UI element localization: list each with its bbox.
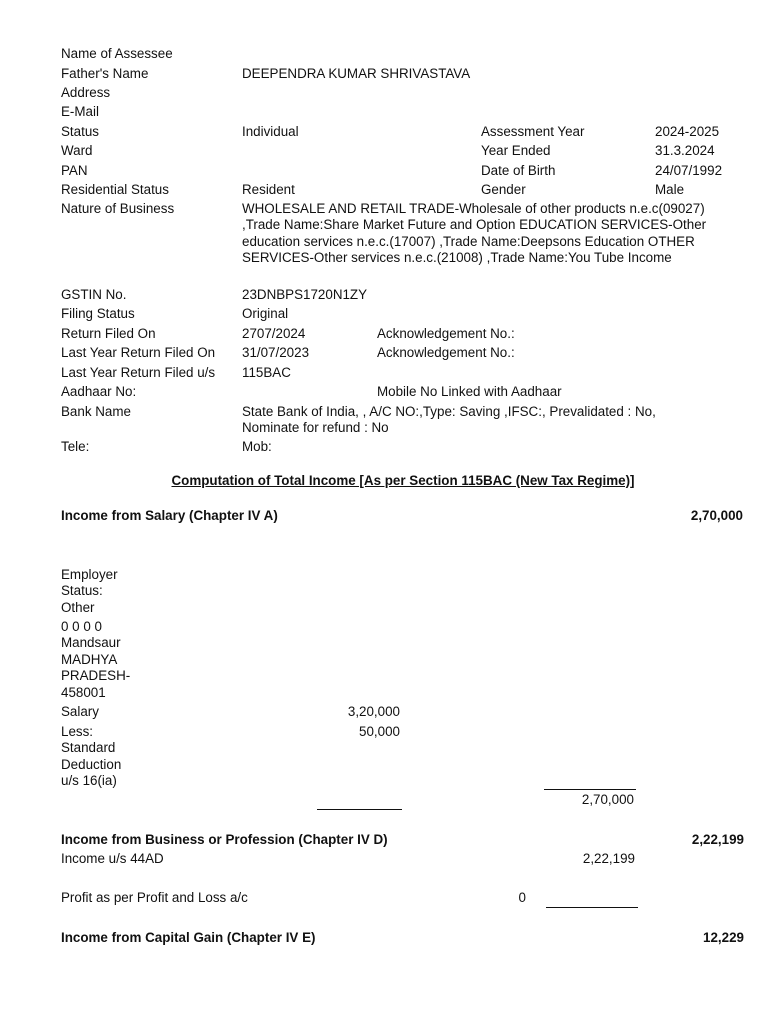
profit-loss-rule bbox=[546, 907, 638, 908]
residential-status-value: Resident bbox=[242, 182, 295, 197]
capital-gain-heading: Income from Capital Gain (Chapter IV E) bbox=[61, 930, 316, 945]
salary-subtotal-rule bbox=[544, 789, 636, 790]
salary-net-value: 2,70,000 bbox=[581, 792, 634, 807]
salary-label: Salary bbox=[61, 704, 99, 719]
salary-heading: Income from Salary (Chapter IV A) bbox=[61, 508, 278, 523]
fathers-name-label: Father's Name bbox=[61, 66, 149, 81]
date-of-birth-label: Date of Birth bbox=[481, 163, 556, 178]
income-44ad-value: 2,22,199 bbox=[582, 851, 635, 866]
year-ended-value: 31.3.2024 bbox=[655, 143, 715, 158]
gender-label: Gender bbox=[481, 182, 526, 197]
pan-label: PAN bbox=[61, 163, 88, 178]
deduction-rule bbox=[317, 809, 402, 810]
mob-label: Mob: bbox=[242, 439, 272, 454]
last-year-acknowledgement-label: Acknowledgement No.: bbox=[377, 345, 515, 360]
gstin-label: GSTIN No. bbox=[61, 287, 127, 302]
last-year-return-filed-on-label: Last Year Return Filed On bbox=[61, 345, 216, 360]
mobile-aadhaar-label: Mobile No Linked with Aadhaar bbox=[377, 384, 562, 399]
year-ended-label: Year Ended bbox=[481, 143, 551, 158]
profit-loss-label: Profit as per Profit and Loss a/c bbox=[61, 890, 248, 905]
acknowledgement-label: Acknowledgement No.: bbox=[377, 326, 515, 341]
status-label: Status bbox=[61, 124, 99, 139]
bank-name-label: Bank Name bbox=[61, 404, 131, 419]
address-label: Address bbox=[61, 85, 111, 100]
business-heading: Income from Business or Profession (Chapter IV D) bbox=[61, 832, 388, 847]
salary-total: 2,70,000 bbox=[690, 508, 743, 523]
assessment-year-value: 2024-2025 bbox=[655, 124, 720, 139]
employer-status: Employer Status: Other bbox=[61, 567, 118, 615]
standard-deduction-label: Less: Standard Deduction u/s 16(ia) bbox=[61, 724, 122, 789]
last-year-return-filed-on-value: 31/07/2023 bbox=[242, 345, 310, 360]
computation-title: Computation of Total Income [As per Section 115BAC (New Tax Regime)] bbox=[171, 473, 635, 488]
status-value: Individual bbox=[242, 124, 299, 139]
date-of-birth-value: 24/07/1992 bbox=[655, 163, 723, 178]
last-year-return-us-value: 115BAC bbox=[242, 365, 291, 380]
nature-of-business-label: Nature of Business bbox=[61, 201, 175, 216]
assessment-year-label: Assessment Year bbox=[481, 124, 585, 139]
filing-status-label: Filing Status bbox=[61, 306, 135, 321]
profit-loss-value: 0 bbox=[518, 890, 526, 905]
gender-value: Male bbox=[655, 182, 685, 197]
nature-of-business-value: WHOLESALE AND RETAIL TRADE-Wholesale of other products n.e.c(09027) ,Trade Name:Share Market Future and Option EDUCATION SERVICES-Other education services n.e.c.(17007) ,Trade Name:Deepsons Education OTHER SERVICES-Other services n.e.c.(21008) ,Trade Name:You Tube Income bbox=[242, 201, 707, 266]
standard-deduction-value: 50,000 bbox=[359, 724, 400, 739]
business-total: 2,22,199 bbox=[691, 832, 744, 847]
tele-label: Tele: bbox=[61, 439, 90, 454]
email-label: E-Mail bbox=[61, 104, 99, 119]
salary-value: 3,20,000 bbox=[347, 704, 400, 719]
employer-address: 0 0 0 0 Mandsaur MADHYA PRADESH-458001 bbox=[61, 619, 131, 700]
name-of-assessee-label: Name of Assessee bbox=[61, 46, 173, 61]
bank-name-value: State Bank of India, , A/C NO:,Type: Saving ,IFSC:, Prevalidated : No, Nominate for refund : No bbox=[242, 404, 656, 436]
aadhaar-label: Aadhaar No: bbox=[61, 384, 137, 399]
filing-status-value: Original bbox=[242, 306, 289, 321]
capital-gain-total: 12,229 bbox=[703, 930, 744, 945]
fathers-name-value: DEEPENDRA KUMAR SHRIVASTAVA bbox=[242, 66, 471, 81]
return-filed-on-value: 2707/2024 bbox=[242, 326, 306, 341]
residential-status-label: Residential Status bbox=[61, 182, 169, 197]
ward-label: Ward bbox=[61, 143, 93, 158]
income-44ad-label: Income u/s 44AD bbox=[61, 851, 164, 866]
return-filed-on-label: Return Filed On bbox=[61, 326, 156, 341]
gstin-value: 23DNBPS1720N1ZY bbox=[242, 287, 368, 302]
last-year-return-us-label: Last Year Return Filed u/s bbox=[61, 365, 216, 380]
